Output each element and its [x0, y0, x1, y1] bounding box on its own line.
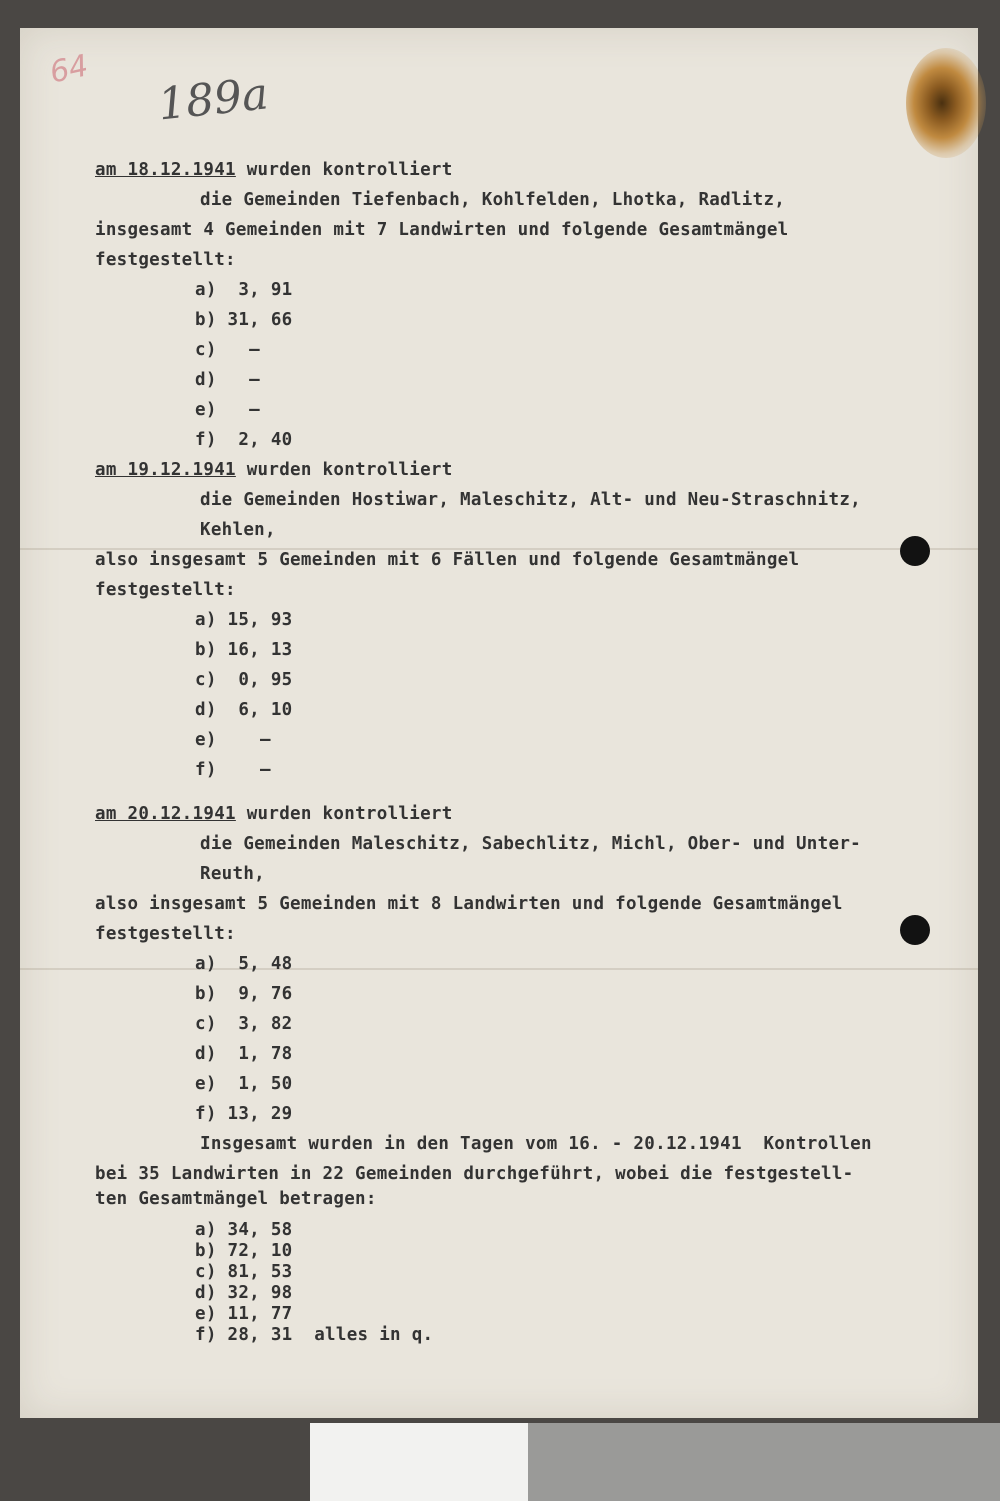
list-item: c) 0, 95 [195, 670, 293, 690]
spacer [95, 1210, 955, 1220]
list-item: b) 31, 66 [195, 310, 293, 330]
heading-text: wurden kontrolliert [235, 160, 453, 180]
text-line: die Gemeinden Maleschitz, Sabechlitz, Michl, Ober- und Unter- [200, 834, 861, 854]
list-item: e) — [195, 730, 271, 750]
typed-text [95, 155, 955, 1346]
text-line: also insgesamt 5 Gemeinden mit 6 Fällen und folgende Gesamtmängel [95, 550, 800, 570]
list-item: a) 34, 58 [195, 1220, 293, 1240]
text-line: Insgesamt wurden in den Tagen vom 16. - 20.12.1941 Kontrollen [200, 1134, 872, 1154]
list-item: b) 9, 76 [195, 984, 293, 1004]
list-item: c) — [195, 340, 261, 360]
text-line: ten Gesamtmängel betragen: [95, 1189, 377, 1209]
list-item: c) 3, 82 [195, 1014, 293, 1034]
archive-number: 189a [155, 68, 271, 131]
section-heading [95, 455, 955, 485]
list-item: d) 1, 78 [195, 1044, 293, 1064]
heading-text: wurden kontrolliert [235, 804, 453, 824]
list-item: f) 13, 29 [195, 1104, 293, 1124]
list-item: b) 72, 10 [195, 1241, 293, 1261]
date: am 20.12.1941 [95, 804, 236, 824]
list-item: a) 5, 48 [195, 954, 293, 974]
list-item: b) 16, 13 [195, 640, 293, 660]
text-line: bei 35 Landwirten in 22 Gemeinden durchgeführt, wobei die festgestell- [95, 1164, 854, 1184]
section-heading [95, 155, 955, 185]
list-item: e) — [195, 400, 261, 420]
text-line: die Gemeinden Tiefenbach, Kohlfelden, Lhotka, Radlitz, [200, 190, 786, 210]
text-line: festgestellt: [95, 250, 236, 270]
list-item: d) — [195, 370, 261, 390]
list-item: a) 3, 91 [195, 280, 293, 300]
text-line: festgestellt: [95, 580, 236, 600]
list-item: f) 28, 31 alles in q. [195, 1325, 434, 1345]
list-item: e) 1, 50 [195, 1074, 293, 1094]
burn-mark [906, 48, 986, 158]
list-item: f) — [195, 760, 271, 780]
list-item: d) 32, 98 [195, 1283, 293, 1303]
text-line: insgesamt 4 Gemeinden mit 7 Landwirten und folgende Gesamtmängel [95, 220, 789, 240]
calibration-strip-grey [528, 1423, 1000, 1501]
list-item: c) 81, 53 [195, 1262, 293, 1282]
date: am 19.12.1941 [95, 460, 236, 480]
page-number: 64 [46, 48, 92, 91]
list-item: e) 11, 77 [195, 1304, 293, 1324]
list-item: f) 2, 40 [195, 430, 293, 450]
text-line: festgestellt: [95, 924, 236, 944]
list-item: d) 6, 10 [195, 700, 293, 720]
heading-text: wurden kontrolliert [235, 460, 453, 480]
date: am 18.12.1941 [95, 160, 236, 180]
spacer [95, 785, 955, 799]
text-line: die Gemeinden Hostiwar, Maleschitz, Alt- und Neu-Straschnitz, [200, 490, 861, 510]
text-line: also insgesamt 5 Gemeinden mit 8 Landwirten und folgende Gesamtmängel [95, 894, 843, 914]
list-item: a) 15, 93 [195, 610, 293, 630]
text-line: Reuth, [200, 864, 266, 884]
section-heading [95, 799, 955, 829]
text-line: Kehlen, [200, 520, 276, 540]
calibration-strip-white [310, 1423, 528, 1501]
